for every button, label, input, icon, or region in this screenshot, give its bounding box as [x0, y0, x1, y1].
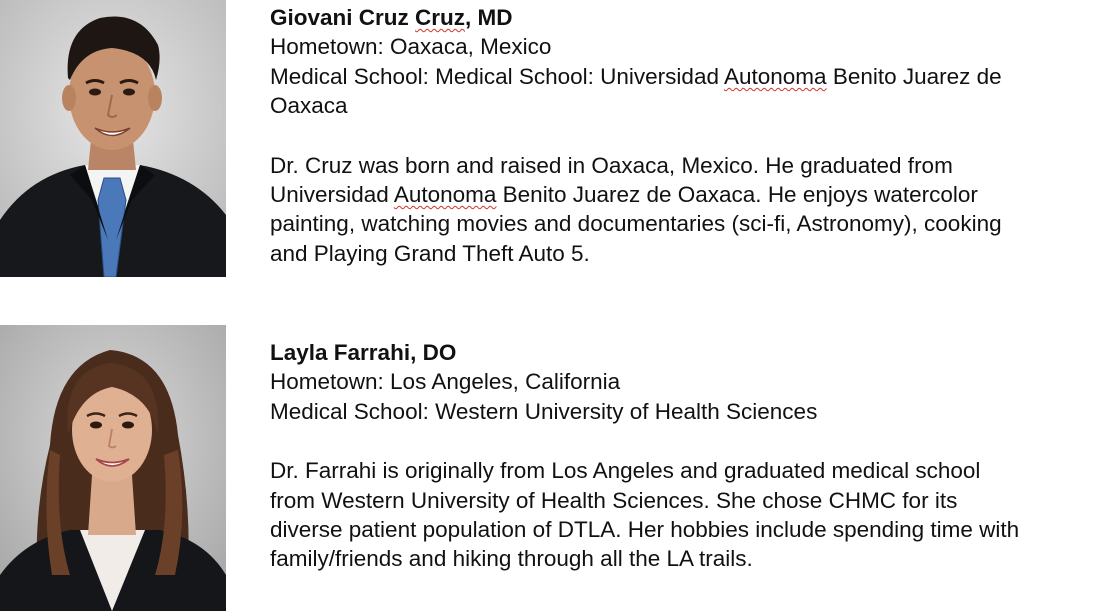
profile-layla-farrahi — [270, 338, 1115, 574]
paragraph-spacer — [270, 121, 1115, 151]
bio-line: from Western University of Health Sciences. She chose CHMC for its — [270, 487, 958, 513]
paragraph-spacer — [270, 426, 1115, 456]
portrait-woman-image — [0, 325, 226, 611]
profile-name: Giovani Cruz Cruz, MD — [270, 5, 513, 30]
bio-line: and Playing Grand Theft Auto 5. — [270, 240, 590, 266]
bio-line: Universidad Autonoma Benito Juarez de Oaxaca. He enjoys watercolor — [270, 182, 978, 208]
portrait-man-image — [0, 0, 226, 277]
profile-hometown: Hometown: Oaxaca, Mexico — [270, 34, 552, 60]
bio-line: family/friends and hiking through all the LA trails. — [270, 546, 753, 572]
profile-medical-school: Medical School: Medical School: Universidad Autonoma Benito Juarez de — [270, 63, 1002, 89]
bio-line: Dr. Farrahi is originally from Los Angeles and graduated medical school — [270, 458, 981, 484]
profile-giovani-cruz — [270, 3, 1115, 268]
profile-medical-school-continued: Oaxaca — [270, 93, 348, 119]
profile-medical-school: Medical School: Western University of Health Sciences — [270, 398, 818, 424]
bio-line: Dr. Cruz was born and raised in Oaxaca, Mexico. He graduated from — [270, 152, 953, 178]
profile-photo-layla-farrahi — [0, 325, 226, 611]
profile-name: Layla Farrahi, DO — [270, 340, 457, 365]
bio-line: painting, watching movies and documentaries (sci-fi, Astronomy), cooking — [270, 211, 1002, 237]
bio-line: diverse patient population of DTLA. Her hobbies include spending time with — [270, 517, 1020, 543]
profile-hometown: Hometown: Los Angeles, California — [270, 369, 621, 395]
profile-photo-giovani-cruz — [0, 0, 226, 277]
